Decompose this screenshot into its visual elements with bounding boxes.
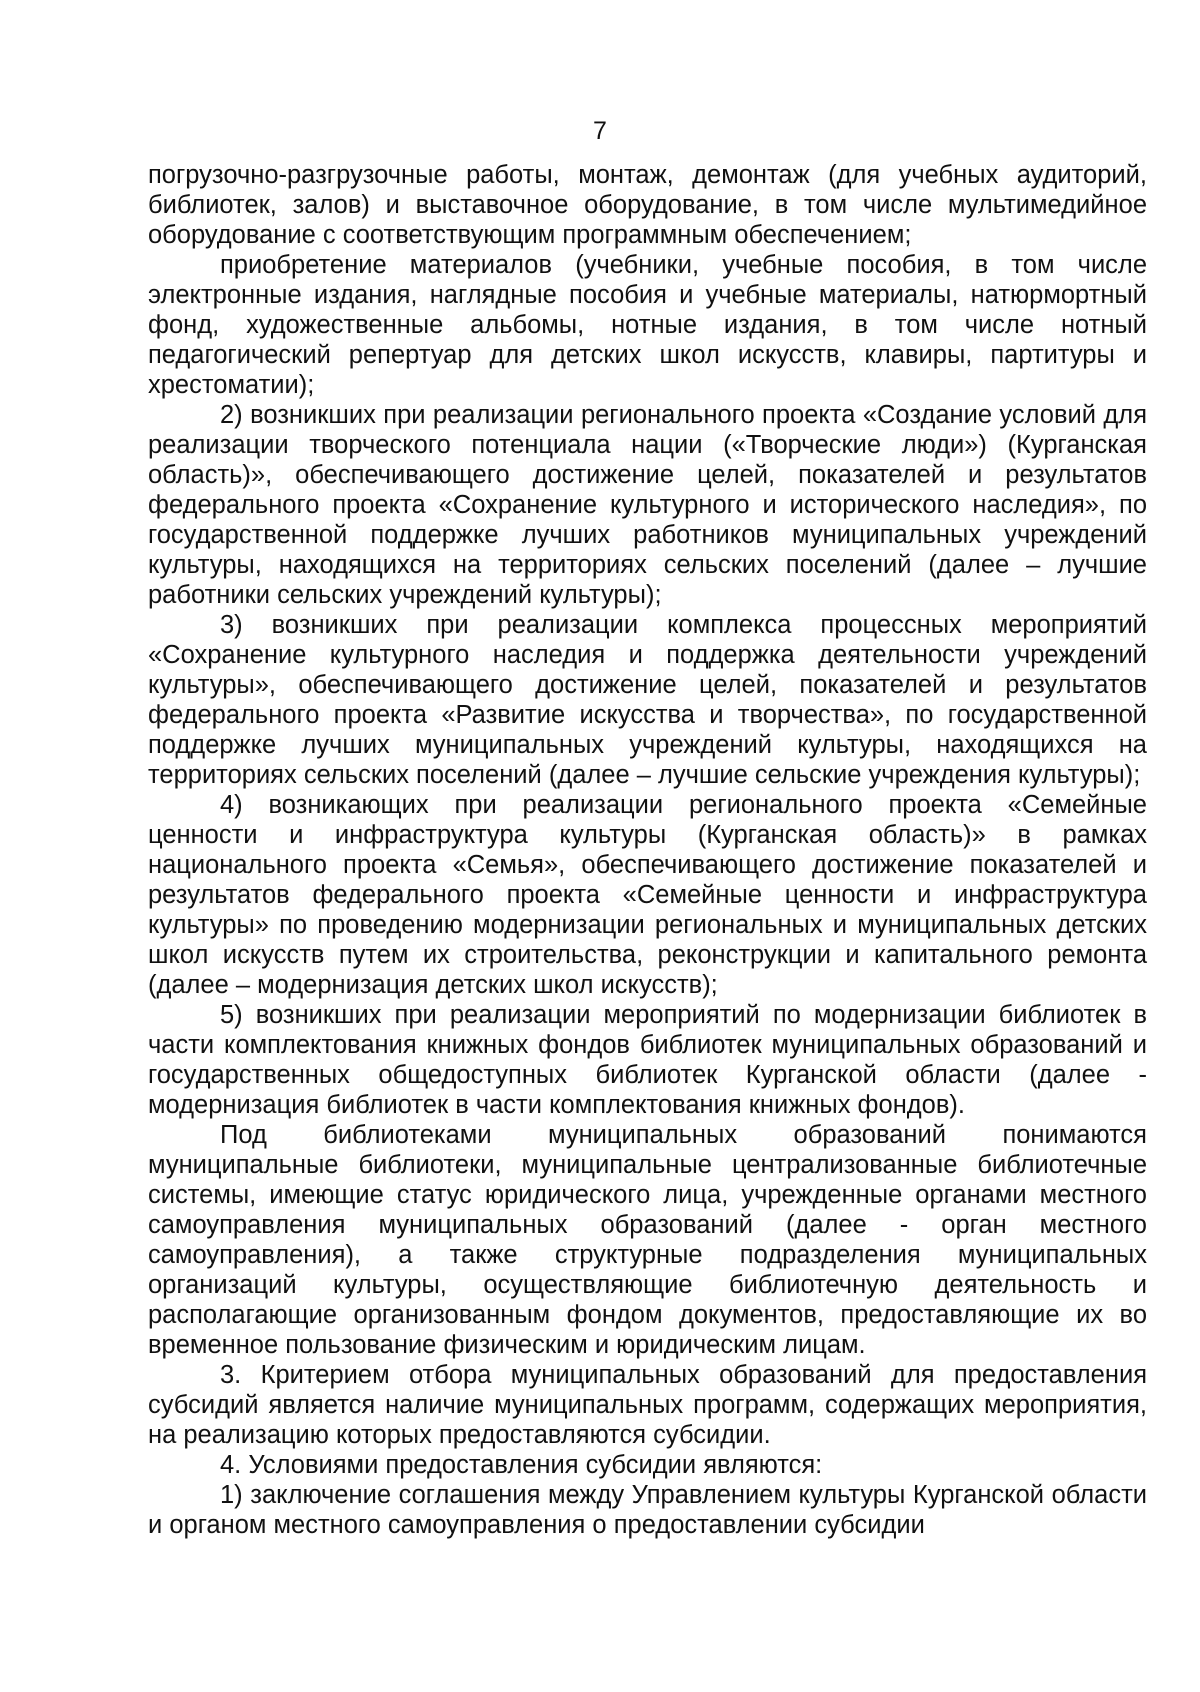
document-body [148, 160, 1147, 1540]
paragraph-4: 3) возникших при реализации комплекса процессных мероприятий «Сохранение культурного наследия и поддержка деятельности учреждений культуры», обеспечивающего достижение целей, показателей и результатов федерального проекта «Развитие искусства и творчества», по государственной поддержке лучших муниципальных учреждений культуры, находящихся на территориях сельских поселений (далее – лучшие сельские учреждения культуры); [148, 611, 1147, 789]
paragraph-1: погрузочно-разгрузочные работы, монтаж, демонтаж (для учебных аудиторий, библиотек, залов) и выставочное оборудование, в том числе мультимедийное оборудование с соответствующим программным обеспечением; [148, 161, 1147, 249]
paragraph-7: Под библиотеками муниципальных образований понимаются муниципальные библиотеки, муниципальные централизованные библиотечные системы, имеющие статус юридического лица, учрежденные органами местного самоуправления муниципальных образований (далее - орган местного самоуправления), а также структурные подразделения муниципальных организаций культуры, осуществляющие библиотечную деятельность и располагающие организованным фондом документов, предоставляющие их во временное пользование физическим и юридическим лицам. [148, 1121, 1147, 1359]
paragraph-6: 5) возникших при реализации мероприятий по модернизации библиотек в части комплектования книжных фондов библиотек муниципальных образований и государственных общедоступных библиотек Курганской области (далее - модернизация библиотек в части комплектования книжных фондов). [148, 1001, 1147, 1119]
paragraph-10: 1) заключение соглашения между Управлением культуры Курганской области и органом местного самоуправления о предоставлении субсидии [148, 1481, 1147, 1539]
paragraph-9: 4. Условиями предоставления субсидии являются: [220, 1451, 823, 1479]
paragraph-3: 2) возникших при реализации регионального проекта «Создание условий для реализации творческого потенциала нации («Творческие люди») (Курганская область)», обеспечивающего достижение целей, показателей и результатов федерального проекта «Сохранение культурного и исторического наследия», по государственной поддержке лучших работников муниципальных учреждений культуры, находящихся на территориях сельских поселений (далее – лучшие работники сельских учреждений культуры); [148, 401, 1147, 609]
paragraph-5: 4) возникающих при реализации регионального проекта «Семейные ценности и инфраструктура культуры (Курганская область)» в рамках национального проекта «Семья», обеспечивающего достижение показателей и результатов федерального проекта «Семейные ценности и инфраструктура культуры» по проведению модернизации региональных и муниципальных детских школ искусств путем их строительства, реконструкции и капитального ремонта (далее – модернизация детских школ искусств); [148, 791, 1147, 999]
paragraph-8: 3. Критерием отбора муниципальных образований для предоставления субсидий является наличие муниципальных программ, содержащих мероприятия, на реализацию которых предоставляются субсидии. [148, 1361, 1147, 1449]
page-number: 7 [593, 117, 607, 145]
paragraph-2: приобретение материалов (учебники, учебные пособия, в том числе электронные издания, наглядные пособия и учебные материалы, натюрмортный фонд, художественные альбомы, нотные издания, в том числе нотный педагогический репертуар для детских школ искусств, клавиры, партитуры и хрестоматии); [148, 251, 1147, 399]
